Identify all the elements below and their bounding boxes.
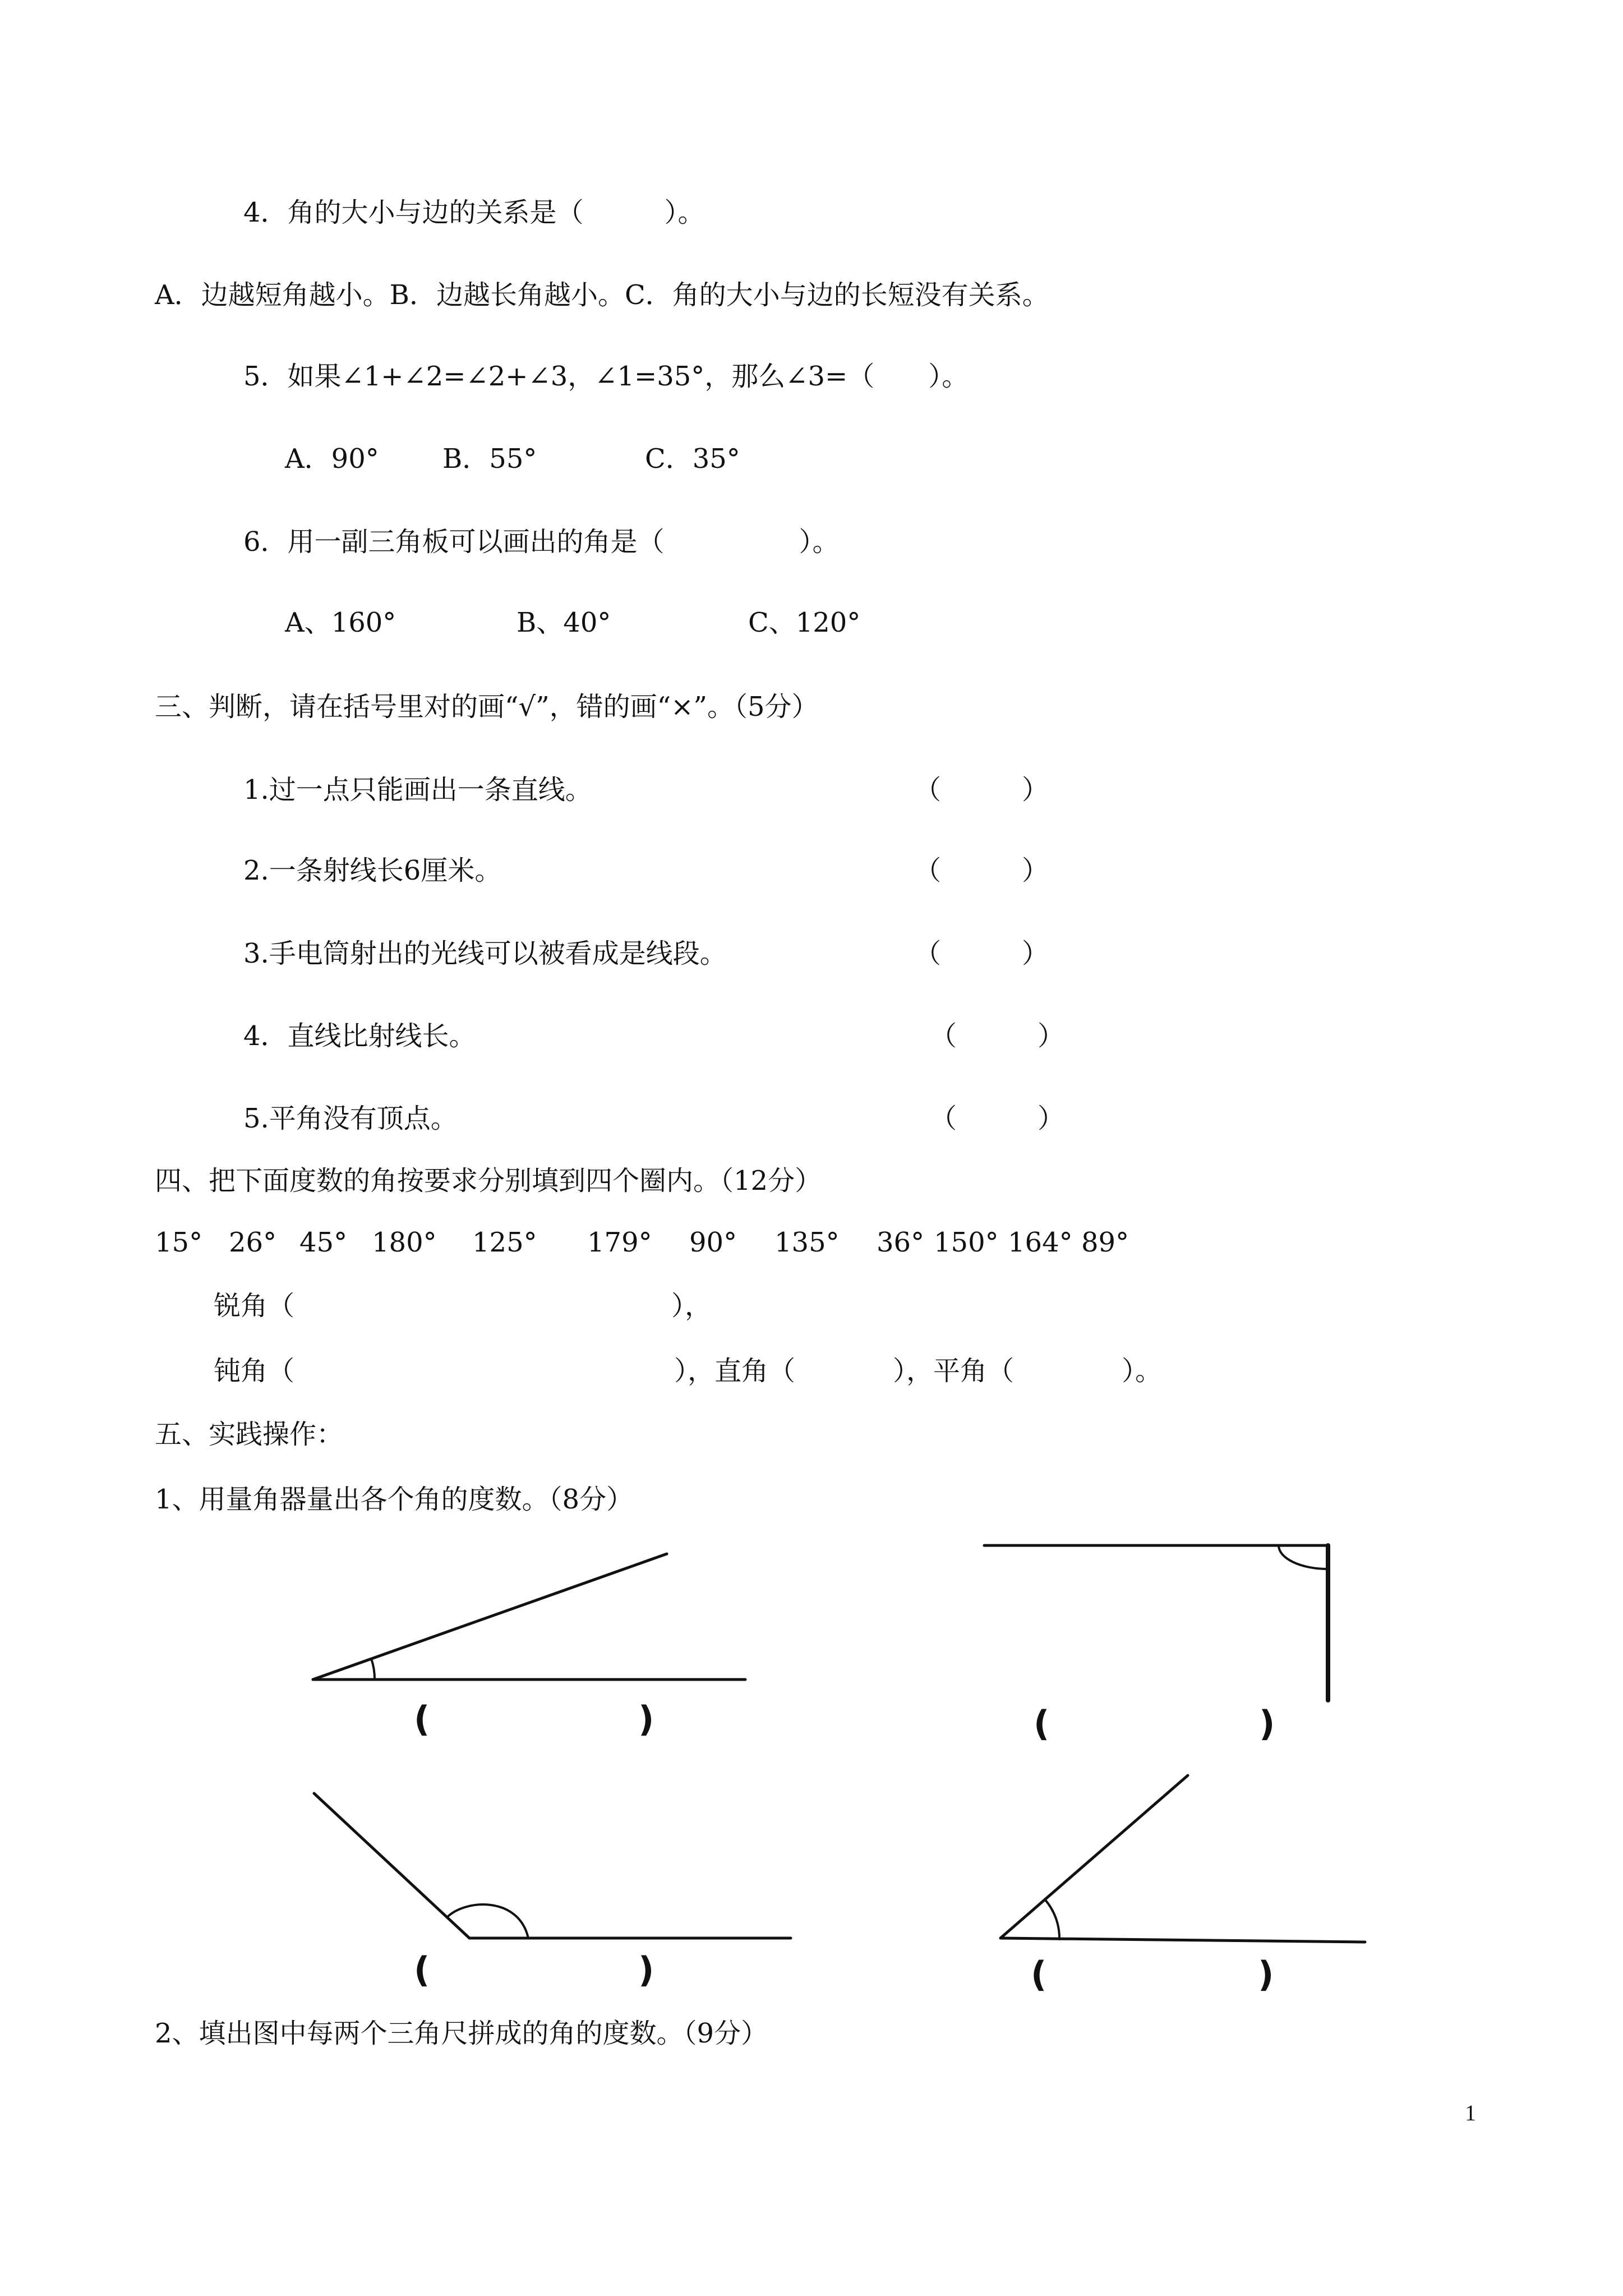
degree-value: 179° <box>587 1227 652 1258</box>
angle-4-answer-close: ) <box>1258 1954 1274 1995</box>
degree-value: 180° <box>372 1227 437 1258</box>
judge-item-1: 1.过一点只能画出一条直线。 <box>243 774 592 806</box>
angle-3-arc <box>447 1904 528 1938</box>
q5-option-a: A．90° <box>285 443 379 475</box>
angle-3-answer-open: ( <box>414 1949 430 1990</box>
q6-stem: 6．用一副三角板可以画出的角是（ ）。 <box>243 526 840 558</box>
degree-value: 125° <box>472 1227 537 1258</box>
judge-blank-5: （ ） <box>930 1103 1065 1134</box>
angle-3-ray-slanted <box>314 1793 469 1938</box>
acute-label: 锐角（ <box>214 1290 295 1322</box>
judge-item-3: 3.手电筒射出的光线可以被看成是线段。 <box>243 938 727 969</box>
degree-value: 164° <box>1008 1227 1073 1258</box>
angle-3-answer-close: ) <box>638 1949 654 1990</box>
q6-option-a: A、160° <box>285 607 396 638</box>
judge-item-5: 5.平角没有顶点。 <box>243 1103 458 1134</box>
q5-stem: 5．如果∠1+∠2=∠2+∠3，∠1=35°，那么∠3=（ ）。 <box>243 361 969 392</box>
q6-option-b: B、40° <box>517 607 611 638</box>
judge-blank-4: （ ） <box>930 1020 1065 1052</box>
angle-4-ray-bottom <box>1000 1938 1365 1942</box>
obtuse-label: 钝角（ <box>214 1355 295 1387</box>
degree-value: 135° <box>774 1227 840 1258</box>
degree-value: 90° <box>689 1227 737 1258</box>
degree-value: 45° <box>299 1227 348 1258</box>
judge-blank-3: （ ） <box>914 938 1049 969</box>
section-judge-heading: 三、判断，请在括号里对的画“√”，错的画“×”。（5分） <box>155 691 819 723</box>
section-practice-heading: 五、实践操作： <box>155 1419 344 1450</box>
angle-1-answer-close: ) <box>638 1699 654 1740</box>
acute-close: ）， <box>671 1290 712 1322</box>
q5-option-b: B．55° <box>442 443 537 475</box>
angle-1-arc <box>371 1659 375 1680</box>
q4-options: A．边越短角越小。B．边越长角越小。C．角的大小与边的长短没有关系。 <box>155 279 1049 311</box>
angle-4-answer-open: ( <box>1031 1954 1047 1995</box>
page-number: 1 <box>1465 2100 1476 2125</box>
judge-item-2: 2.一条射线长6厘米。 <box>243 855 502 886</box>
degree-value: 89° <box>1081 1227 1129 1258</box>
angle-2-answer-close: ) <box>1259 1703 1275 1744</box>
angle-1-answer-open: ( <box>414 1699 430 1740</box>
judge-blank-2: （ ） <box>914 855 1049 886</box>
angle-4-ray-upper <box>1000 1775 1188 1938</box>
right-angle-label: ），直角（ <box>674 1355 796 1387</box>
q4-stem: 4．角的大小与边的关系是（ ）。 <box>243 197 705 228</box>
degree-value: 26° <box>229 1227 277 1258</box>
angle-4-arc <box>1045 1899 1059 1939</box>
angle-2-arc <box>1279 1545 1328 1569</box>
straight-angle-label: ），平角（ <box>893 1355 1015 1387</box>
practice-q2-text: 2、填出图中每两个三角尺拼成的角的度数。（9分） <box>155 2018 768 2049</box>
degree-value: 36° <box>877 1227 925 1258</box>
angle-1-ray-upper <box>313 1554 667 1680</box>
degree-value: 15° <box>155 1227 203 1258</box>
section-classify-heading: 四、把下面度数的角按要求分别填到四个圈内。（12分） <box>155 1165 822 1197</box>
obtuse-line-end: ）。 <box>1122 1355 1163 1387</box>
q5-option-c: C．35° <box>645 443 740 475</box>
judge-item-4: 4．直线比射线长。 <box>243 1020 476 1052</box>
q6-option-c: C、120° <box>748 607 861 638</box>
angle-2-answer-open: ( <box>1034 1703 1050 1744</box>
practice-q1-text: 1、用量角器量出各个角的度数。（8分） <box>155 1484 634 1515</box>
judge-blank-1: （ ） <box>914 774 1049 806</box>
degree-value: 150° <box>934 1227 999 1258</box>
